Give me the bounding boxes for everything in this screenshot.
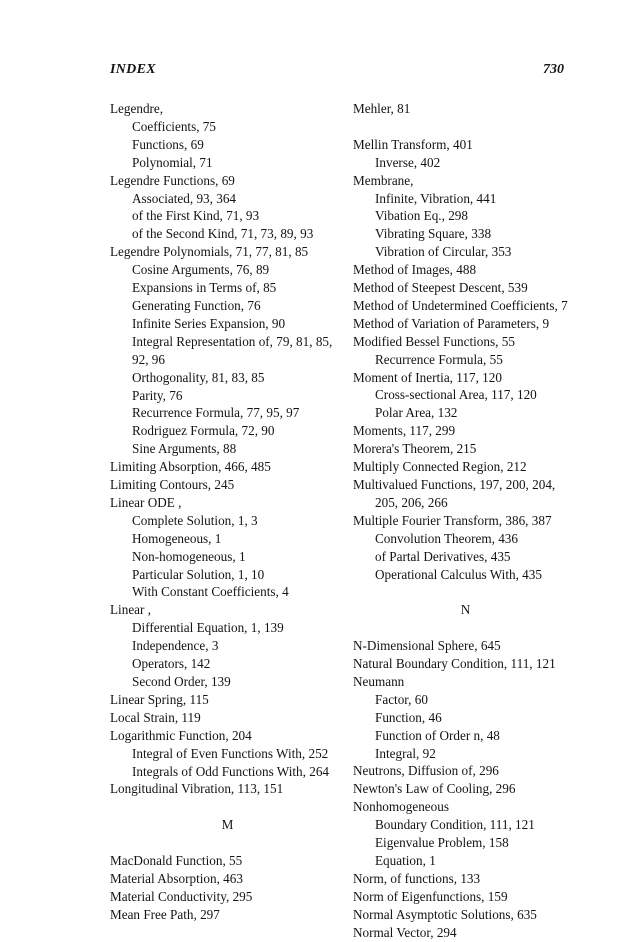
spacer [110,834,345,852]
index-entry: Norm of Eigenfunctions, 159 [353,888,508,904]
index-entry: Mean Free Path, 297 [110,906,220,922]
index-entry: Legendre Functions, 69 [110,172,235,188]
index-subentry: Equation, 1 [375,853,436,869]
index-subentry: of the First Kind, 71, 93 [132,208,260,224]
index-column-right [353,100,623,942]
index-entry: Method of Steepest Descent, 539 [353,280,528,296]
index-subentry: Integral, 92 [375,745,436,761]
index-entry: Multiply Connected Region, 212 [353,459,527,475]
index-entry: Legendre, [110,101,164,116]
index-entry: Newton's Law of Cooling, 296 [353,781,516,797]
index-entry: Linear ODE , [110,494,182,510]
index-subentry: Associated, 93, 364 [132,190,237,206]
index-subentry: Cosine Arguments, 76, 89 [132,262,270,278]
index-entry: Morera's Theorem, 215 [353,441,477,457]
index-subentry: of the Second Kind, 71, 73, 89, 93 [132,226,314,242]
index-entry: Membrane, [353,172,414,188]
index-subentry: Complete Solution, 1, 3 [132,512,258,528]
index-entry: Neutrons, Diffusion of, 296 [353,763,499,779]
index-entry: Multiple Fourier Transform, 386, 387 [353,512,552,528]
index-subentry: Differential Equation, 1, 139 [132,620,284,636]
index-subentry: Integral Representation of, 79, 81, 85, [132,333,333,349]
index-entry: Moments, 117, 299 [353,423,456,439]
spacer [353,118,623,136]
index-subentry: Orthogonality, 81, 83, 85 [132,369,265,385]
index-subentry: Eigenvalue Problem, 158 [375,835,509,851]
index-subentry: Convolution Theorem, 436 [375,530,518,546]
index-entry: Normal Asymptotic Solutions, 635 [353,906,537,922]
index-subentry: Homogeneous, 1 [132,530,222,546]
spacer [353,583,623,601]
index-entry: Normal Vector, 294 [353,924,457,940]
index-entry: N-Dimensional Sphere, 645 [353,638,501,654]
index-entry: Norm, of functions, 133 [353,870,481,886]
index-subentry: Expansions in Terms of, 85 [132,280,277,296]
index-column-left [110,100,345,924]
index-subentry: of Partal Derivatives, 435 [375,548,511,564]
index-subentry: Non-homogeneous, 1 [132,548,246,564]
index-entry: Natural Boundary Condition, 111, 121 [353,656,556,672]
index-subentry: Integrals of Odd Functions With, 264 [132,763,330,779]
index-subentry: Integral of Even Functions With, 252 [132,745,329,761]
index-subentry: Recurrence Formula, 55 [375,351,503,367]
index-entry: Method of Undetermined Coefficients, 7 [353,297,568,313]
index-subentry: Polynomial, 71 [132,154,213,170]
index-entry: Local Strain, 119 [110,709,201,725]
index-subentry: Function of Order n, 48 [375,727,500,743]
index-entry: Method of Variation of Parameters, 9 [353,315,550,331]
index-entry: Material Absorption, 463 [110,870,243,886]
index-subentry: Independence, 3 [132,638,219,654]
index-subentry: Vibation Eq., 298 [375,208,468,224]
index-entry: Limiting Contours, 245 [110,477,235,493]
index-entry: Mellin Transform, 401 [353,136,473,152]
index-subentry: Generating Function, 76 [132,297,261,313]
index-entry: Limiting Absorption, 466, 485 [110,459,271,475]
index-entry: Moment of Inertia, 117, 120 [353,369,502,385]
index-entry: Linear , [110,602,152,618]
index-entry: Longitudinal Vibration, 113, 151 [110,781,284,797]
index-subentry: Infinite Series Expansion, 90 [132,315,286,331]
index-entry: Neumann [353,673,405,689]
index-subentry: Rodriguez Formula, 72, 90 [132,423,275,439]
index-subentry: Second Order, 139 [132,674,231,689]
index-entry: Modified Bessel Functions, 55 [353,333,515,349]
spacer [110,798,345,816]
index-subentry: Boundary Condition, 111, 121 [375,817,535,833]
index-entry: Nonhomogeneous [353,799,449,815]
index-entry: Multivalued Functions, 197, 200, 204, [353,477,556,493]
index-entry: Legendre Polynomials, 71, 77, 81, 85 [110,244,309,260]
section-letter-heading: N [460,602,471,618]
running-header-title: INDEX [110,62,156,77]
index-entry: Method of Images, 488 [353,262,477,278]
index-entry: Linear Spring, 115 [110,691,209,707]
index-subentry: Functions, 69 [132,136,204,152]
index-subentry: Coefficients, 75 [132,118,216,134]
index-subentry: Operational Calculus With, 435 [375,566,542,582]
index-subentry: Vibrating Square, 338 [375,226,492,242]
page-number: 730 [543,62,564,77]
section-letter-heading: M [221,817,234,833]
index-subentry: Parity, 76 [132,387,183,403]
index-subentry: 205, 206, 266 [375,494,448,510]
index-subentry: Particular Solution, 1, 10 [132,566,265,582]
index-subentry: Infinite, Vibration, 441 [375,190,497,206]
spacer [353,619,623,637]
index-subentry: Polar Area, 132 [375,405,458,421]
index-entry: Material Conductivity, 295 [110,888,253,904]
index-subentry: Vibration of Circular, 353 [375,244,512,260]
index-subentry: Operators, 142 [132,656,211,672]
index-subentry: Function, 46 [375,709,442,725]
index-entry: Mehler, 81 [353,101,411,116]
index-subentry: Recurrence Formula, 77, 95, 97 [132,405,300,421]
index-subentry: Sine Arguments, 88 [132,441,237,457]
index-subentry: Cross-sectional Area, 117, 120 [375,387,537,403]
index-subentry: 92, 96 [132,351,165,367]
index-entry: Logarithmic Function, 204 [110,727,252,743]
index-subentry: Factor, 60 [375,691,428,707]
index-subentry: Inverse, 402 [375,154,441,170]
index-subentry: With Constant Coefficients, 4 [132,584,289,600]
index-entry: MacDonald Function, 55 [110,853,243,869]
